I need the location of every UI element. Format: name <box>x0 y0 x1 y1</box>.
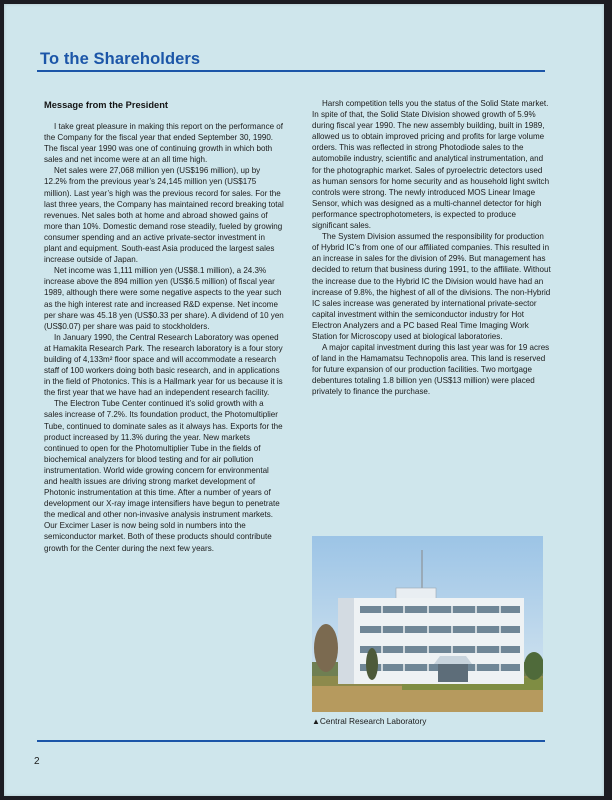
body-paragraph: A major capital investment during this last year was for 19 acres of land in the Hamamatsu Technopolis area. This land is reserved for future expansion of our production facilities. Two mortgage debentures totaling 1.8 billion yen (US$13 million) were placed privately to finance the purchase. <box>312 343 550 397</box>
right-column <box>312 98 552 398</box>
laboratory-photo-illustration <box>312 536 543 712</box>
report-page <box>4 4 604 796</box>
body-paragraph: In January 1990, the Central Research Laboratory was opened at Hamakita Research Park. The research laboratory is a four story building of 4,133m² floor space and will accommodate a research staff of 100 workers doing both basic research, and in applications in the field of Photonics. This is a Hallmark year for us because it is the first year that we have had an independent research facility. <box>44 332 283 398</box>
laboratory-photo <box>312 536 543 712</box>
photo-caption-text: Central Research Laboratory <box>319 716 427 726</box>
footer-rule <box>37 740 545 742</box>
body-paragraph: Harsh competition tells you the status of the Solid State market. In spite of that, the Solid State Division showed growth of 5.9% during fiscal year 1990. The new assembly building, built in 1989, allowed us to obtain improved pricing and profits for large volume orders. This was reflected in strong Photodiode sales to the automobile industry, scientific and analytical instrumentation, and for the photographic market. Sales of pyroelectric detectors used as human sensors for home security and as household light switch controls were strong. The newly introduced MOS Linear Image Sensor, which was designed as a multi-channel detector for high performance spectrophotometers, is expected to produce significant sales. <box>312 99 550 231</box>
section-heading: Message from the President <box>44 100 168 110</box>
body-paragraph: The Electron Tube Center continued it’s solid growth with a sales increase of 7.2%. Its foundation product, the Photomultiplier Tube, continued to dominate sales as it always has. Exports for the product increased by 11.3% during the year. New markets continued to open for the Photomultiplier Tube in the fields of biochemical analyzers for blood testing and for air pollution instrumentation. World wide growing concern for environmental and health issues are driving strong market development of Photonic instrumentation at this time. After a number of years of development our X-ray image intensifiers have begun to penetrate the medical and other non-invasive analysis instrument markets. Our Excimer Laser is now being sold in numbers into the semiconductor market. Both of these products should contribute growth for the Center during the next few years. <box>44 399 283 553</box>
photo-caption <box>312 716 426 726</box>
body-paragraph: Net income was 1,111 million yen (US$8.1 million), a 24.3% increase above the 894 million yen (US$6.5 million) of fiscal year 1989, although there were some negative aspects to the year such as the high interest rate and increased R&D expense. Net income per share was 45.18 yen (US$0.33 per share). A dividend of 10 yen (US$0.07) per share was paid to stockholders. <box>44 266 284 331</box>
body-paragraph: I take great pleasure in making this report on the performance of the Company for the fiscal year that ended September 30, 1990. The fiscal year 1990 was one of continuing growth in which both sales and net income were at an all time high. <box>44 122 284 165</box>
body-paragraph: Net sales were 27,068 million yen (US$196 million), up by 12.2% from the previous year’s 24,145 million yen (US$175 million). Last year’s high was the previous record for sales. For the last three years, the Company has maintained record breaking total revenues. Net sales both at home and abroad showed gains of more than 10%. Domestic demand rose steadily, fueled by growing consumer spending and an active private-sector investment in plant and equipment. South-east Asia produced the largest sales increase outside of Japan. <box>44 166 284 265</box>
title-rule <box>37 70 545 72</box>
body-paragraph: The System Division assumed the responsibility for production of Hybrid IC’s from one of our affiliated companies. This resulted in an increase in sales for the division of 29%. But management has decided to return that business during 1991, to the affiliate. Without the increase due to the Hybrid IC the Division would have had an increase of 9.8%, the highest of all of the divisions. The non-Hybrid IC sales increase was generated by international private-sector capital investment within the semiconductor industry for Hot Electron Analyzers and a PC based Real Time Imaging Work Station for Microscopy used at biological laboratories. <box>312 232 551 341</box>
triangle-icon: ▲ <box>312 717 320 726</box>
page-title: To the Shareholders <box>40 50 201 68</box>
page-number: 2 <box>34 756 40 767</box>
left-column <box>44 121 284 554</box>
